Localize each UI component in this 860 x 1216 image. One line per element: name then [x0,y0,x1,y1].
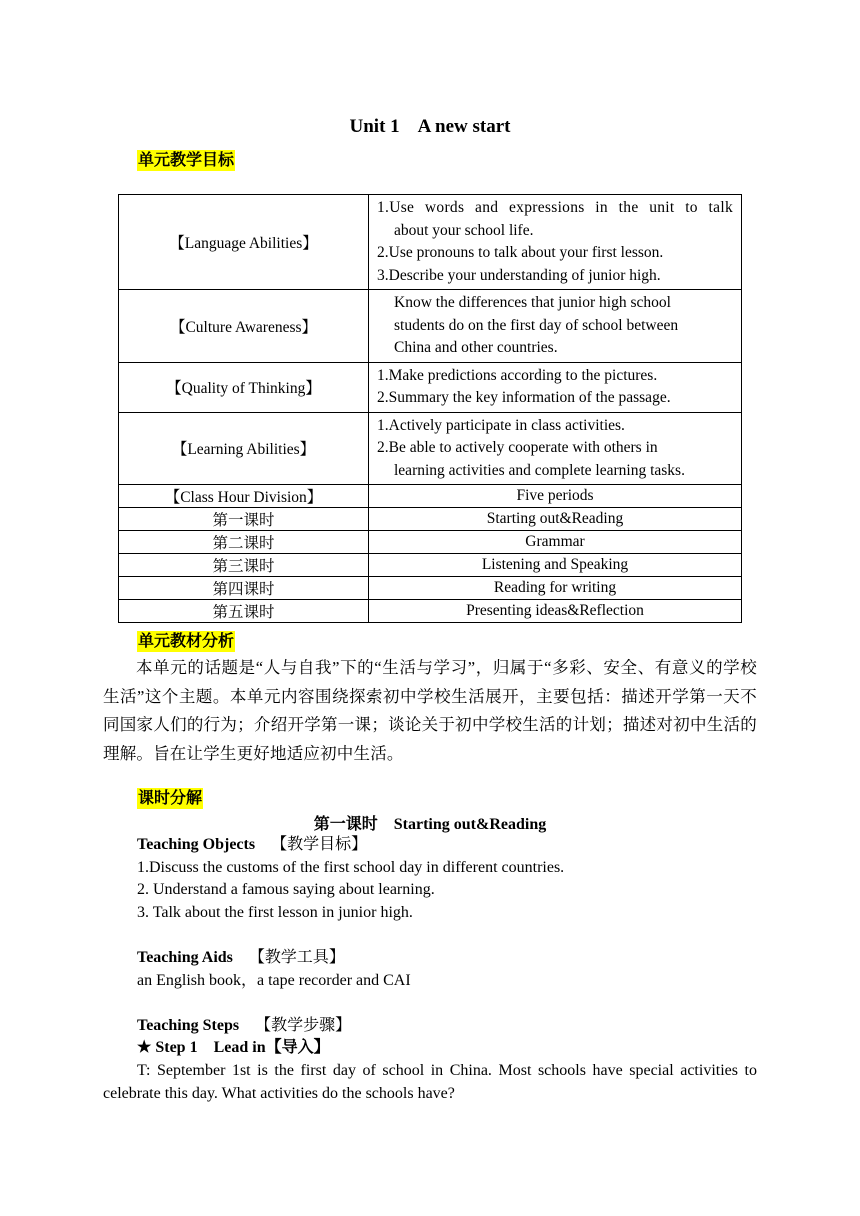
goal-line: Know the differences that junior high school [394,294,671,311]
goal-line: students do on the first day of school between [394,316,679,334]
objective-item: 3. Talk about the first lesson in junior high. [137,904,413,921]
goal-content [369,362,742,412]
table-row [119,485,742,508]
heading-en: Teaching Steps [137,1017,240,1034]
period-content: Grammar [369,531,742,554]
heading-cn: 【教学步骤】 [255,1017,352,1034]
goal-item: 1.Make predictions according to the pictures. [377,366,658,384]
goal-item: 2.Use pronouns to talk about your first lesson. [377,244,664,261]
teaching-aids-text: an English book，a tape recorder and CAI [137,972,411,989]
goal-line: China and other countries. [394,339,558,356]
class-hour-value: Five periods [369,485,742,508]
class-hour-label: 【Class Hour Division】 [119,485,369,508]
teaching-objects-heading [137,834,367,856]
analysis-paragraph: 本单元的话题是“人与自我”下的“生活与学习”，归属于“多彩、安全、有意义的学校生活”这个主题。本单元内容围绕探索初中学校生活展开，主要包括：描述开学第一天不同国家人们的行为；介绍开学第一课；谈论关于初中学校生活的计划；描述对初中生活的理解。旨在让学生更好地适应初中生活。 [103,658,757,763]
heading-cn: 【教学工具】 [248,949,345,966]
period-label: 第一课时 [119,508,369,531]
heading-en: Teaching Aids [137,949,233,966]
objective-item: 2. Understand a famous saying about learning. [137,881,435,898]
goal-content [369,290,742,363]
heading-cn: 【教学目标】 [271,836,368,853]
step-title: ★ Step 1 Lead in [137,1039,266,1056]
step-title-cn: 【导入】 [265,1039,330,1056]
goal-item: 2.Summary the key information of the passage. [377,389,671,406]
section-heading-material-analysis: 单元教材分析 [138,633,235,650]
period-content: Presenting ideas&Reflection [369,600,742,623]
goal-content [369,195,742,290]
table-row [119,600,742,623]
section-heading-unit-goals: 单元教学目标 [138,152,235,169]
unit-goals-table [118,194,742,623]
section-heading-lesson-breakdown: 课时分解 [138,790,203,807]
goal-item: 1.Actively participate in class activities. [377,416,625,434]
teaching-aids-heading [137,947,345,969]
table-row [119,577,742,600]
goal-label: 【Language Abilities】 [119,195,369,290]
period-label: 第三课时 [119,554,369,577]
period-label: 第五课时 [119,600,369,623]
table-row [119,554,742,577]
table-row [119,412,742,485]
goal-item-continued: learning activities and complete learning tasks. [394,461,685,479]
goal-content [369,412,742,485]
table-row [119,362,742,412]
period-content: Listening and Speaking [369,554,742,577]
step1-paragraph: T: September 1st is the first day of school in China. Most schools have special activities to celebrate this day. What activities do the schools have? [103,1062,757,1102]
goal-label: 【Culture Awareness】 [119,290,369,363]
table-row [119,531,742,554]
goal-label: 【Learning Abilities】 [119,412,369,485]
teaching-steps-heading [137,1015,351,1037]
heading-en: Teaching Objects [137,836,256,853]
goal-item: 2.Be able to actively cooperate with others in [377,439,658,456]
period-content: Reading for writing [369,577,742,600]
unit-title: Unit 1 A new start [349,116,511,137]
goal-item: 1.Use words and expressions in the unit to talk [377,199,733,216]
lesson-title: 第一课时 Starting out&Reading [313,816,547,833]
step1-heading [137,1037,330,1059]
table-row [119,290,742,363]
goal-label: 【Quality of Thinking】 [119,362,369,412]
objective-item: 1.Discuss the customs of the first school day in different countries. [137,859,565,876]
table-row [119,508,742,531]
period-content: Starting out&Reading [369,508,742,531]
period-label: 第二课时 [119,531,369,554]
goal-item: 3.Describe your understanding of junior high. [377,266,661,284]
period-label: 第四课时 [119,577,369,600]
table-row [119,195,742,290]
goal-item-continued: about your school life. [394,221,534,239]
